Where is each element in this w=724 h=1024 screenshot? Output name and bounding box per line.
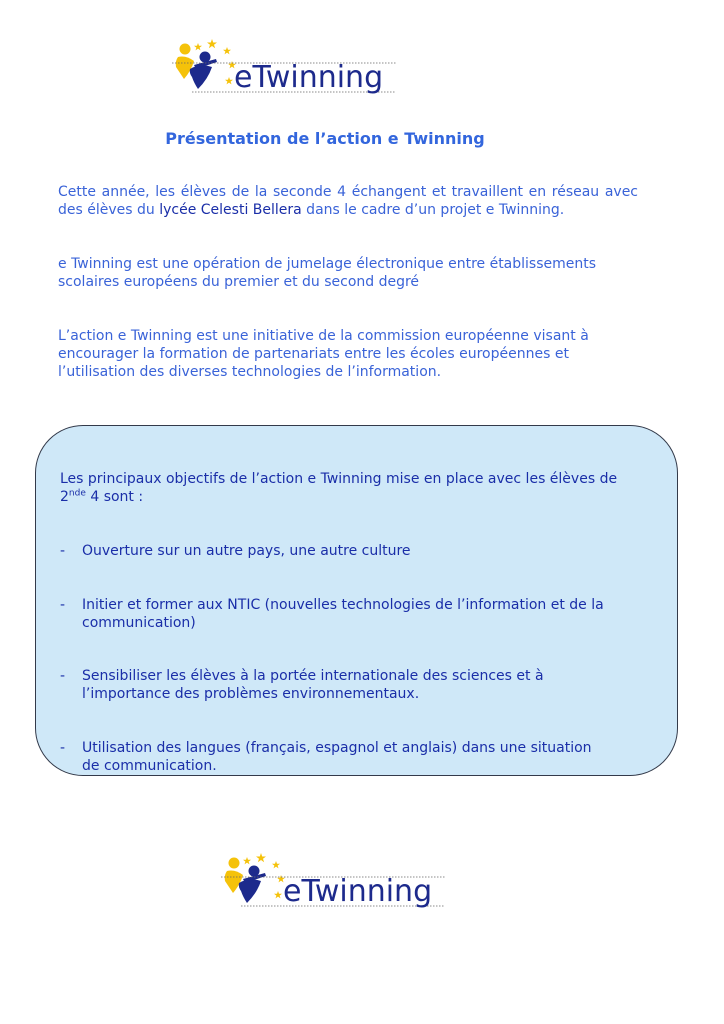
intro-paragraph-start: Cette année, les élèves de la seconde 4 échangent et travaillent en réseau avec des élèves du xyxy=(58,184,638,218)
objective-text: Sensibiliser les élèves à la portée internationale des sciences et à l’importance des problèmes environnementaux. xyxy=(82,668,544,702)
etwinning-logo-top xyxy=(172,37,396,95)
objective-text: Ouverture sur un autre pays, une autre culture xyxy=(82,543,411,559)
partner-school-name: lycée Celesti Bellera xyxy=(159,202,302,218)
objective-text: Utilisation des langues (français, espagnol et anglais) dans une situation de communication. xyxy=(82,740,592,774)
objectives-box xyxy=(35,425,678,776)
bullet-dash: - xyxy=(60,740,66,756)
objectives-intro-superscript: nde xyxy=(68,488,86,499)
etwinning-logo-text: eTwinning xyxy=(234,60,384,95)
objective-item xyxy=(60,542,612,560)
bullet-dash: - xyxy=(60,543,66,559)
etwinning-logo-text: eTwinning xyxy=(283,874,433,909)
bullet-dash: - xyxy=(60,597,66,613)
intro-paragraph-end: dans le cadre d’un projet e Twinning. xyxy=(301,202,565,218)
objective-item xyxy=(60,596,612,632)
page-title: Présentation de l’action e Twinning xyxy=(165,129,485,148)
initiative-paragraph: L’action e Twinning est une initiative de la commission européenne visant à encourager la formation de partenariats entre les écoles européennes et l’utilisation des diverses technologies de l’information. xyxy=(58,328,589,380)
bullet-dash: - xyxy=(60,668,66,684)
etwinning-logo-icon xyxy=(172,37,396,95)
objectives-intro xyxy=(60,470,620,506)
etwinning-logo-bottom xyxy=(221,851,445,909)
objective-item xyxy=(60,739,612,775)
intro-paragraph xyxy=(58,183,638,219)
etwinning-logo-icon xyxy=(221,851,445,909)
definition-paragraph: e Twinning est une opération de jumelage électronique entre établissements scolaires européens du premier et du second degré xyxy=(58,256,597,290)
objective-text: Initier et former aux NTIC (nouvelles technologies de l’information et de la communication) xyxy=(82,597,604,631)
objective-item xyxy=(60,667,612,703)
objectives-intro-text: Les principaux objectifs de l’action e Twinning mise en place avec les élèves de 2 xyxy=(60,471,618,505)
objectives-intro-end: 4 sont : xyxy=(85,489,144,505)
